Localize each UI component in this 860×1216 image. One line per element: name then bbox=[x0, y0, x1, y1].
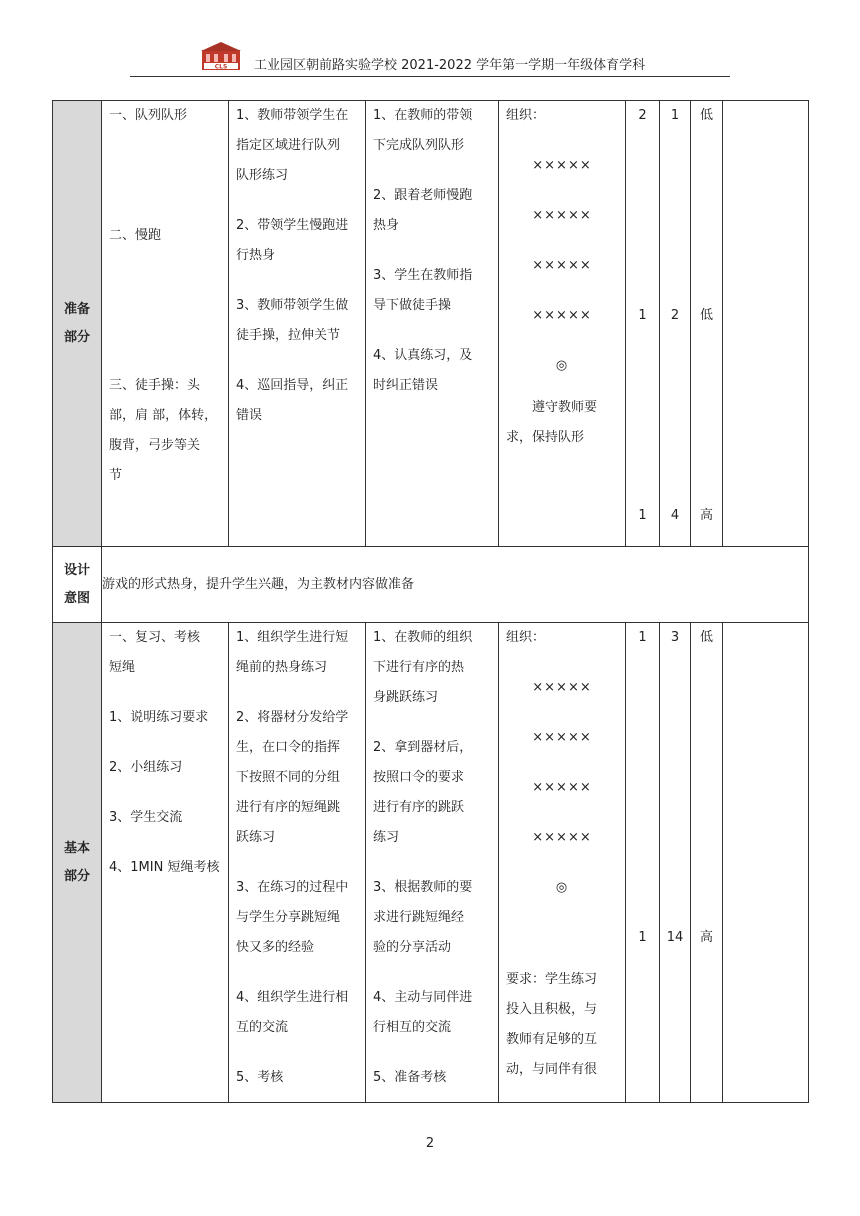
basic-content-cell bbox=[102, 623, 229, 1103]
basic-section-label: 基本 部分 bbox=[53, 623, 102, 1103]
prep-times-value: 2 bbox=[638, 108, 647, 123]
basic-times-value: 1 bbox=[638, 930, 647, 945]
header-title: 工业园区朝前路实验学校 2021-2022 学年第一学期一年级体育学科 bbox=[254, 58, 646, 73]
prep-content-item: 一、队列队形 bbox=[109, 108, 188, 123]
prep-intensity-value: 低 bbox=[699, 108, 713, 123]
svg-text:CLS: CLS bbox=[214, 63, 228, 71]
prep-formation-row: ××××× bbox=[532, 208, 592, 223]
basic-content-item: 3、学生交流 bbox=[109, 810, 183, 825]
page-number: 2 bbox=[425, 1136, 435, 1151]
prep-intensity-value: 高 bbox=[699, 508, 713, 523]
prep-minutes-value: 1 bbox=[670, 108, 680, 123]
design-row bbox=[53, 547, 809, 623]
prep-student-item: 4、认真练习，及 时纠正错误 bbox=[373, 348, 473, 393]
basic-formation-row: ××××× bbox=[532, 730, 592, 745]
basic-row bbox=[53, 623, 809, 1103]
basic-minutes-value: 14 bbox=[666, 930, 684, 945]
basic-teacher-item: 4、组织学生进行相 互的交流 bbox=[236, 990, 349, 1035]
prep-times-value: 1 bbox=[638, 308, 647, 323]
basic-requirement: 要求：学生练习 投入且积极，与 教师有足够的互 动，与同伴有很 bbox=[506, 972, 598, 1077]
lesson-plan-table bbox=[52, 100, 809, 1103]
basic-student-item: 2、拿到器材后， 按照口令的要求 进行有序的跳跃 练习 bbox=[373, 740, 473, 845]
basic-intensity-value: 高 bbox=[699, 930, 713, 945]
prep-teacher-item: 1、教师带领学生在 指定区域进行队列 队形练习 bbox=[236, 108, 349, 183]
basic-teacher-cell bbox=[229, 623, 366, 1103]
design-intent-label: 设计 意图 bbox=[53, 547, 102, 623]
prep-section-label: 准备 部分 bbox=[53, 101, 102, 547]
school-logo bbox=[198, 40, 244, 72]
basic-teacher-item: 1、组织学生进行短 绳前的热身练习 bbox=[236, 630, 349, 675]
prep-minutes-value: 4 bbox=[670, 508, 680, 523]
prep-content-item: 二、慢跑 bbox=[109, 228, 162, 243]
prep-org-label: 组织： bbox=[506, 108, 546, 123]
basic-minutes-cell bbox=[660, 623, 691, 1103]
prep-row bbox=[53, 101, 809, 547]
basic-intensity-value: 低 bbox=[699, 630, 713, 645]
basic-student-item: 3、根据教师的要 求进行跳短绳经 验的分享活动 bbox=[373, 880, 473, 955]
basic-times-cell bbox=[626, 623, 660, 1103]
prep-student-item: 3、学生在教师指 导下做徒手操 bbox=[373, 268, 473, 313]
prep-organization-cell bbox=[499, 101, 626, 547]
prep-formation-row: ××××× bbox=[532, 308, 592, 323]
basic-content-item: 4、1MIN 短绳考核 bbox=[109, 860, 220, 875]
prep-times-value: 1 bbox=[638, 508, 647, 523]
page-header bbox=[130, 40, 730, 77]
prep-times-cell bbox=[626, 101, 660, 547]
prep-teacher-item: 3、教师带领学生做 徒手操，拉伸关节 bbox=[236, 298, 349, 343]
prep-teacher-item: 4、巡回指导，纠正 错误 bbox=[236, 378, 349, 423]
prep-minutes-value: 2 bbox=[670, 308, 680, 323]
prep-content-item: 三、徒手操：头 部，肩 部，体转， 腹背，弓步等关 节 bbox=[109, 378, 218, 483]
prep-teacher-item: 2、带领学生慢跑进 行热身 bbox=[236, 218, 349, 263]
teacher-position-icon: ◎ bbox=[555, 880, 569, 895]
prep-intensity-cell bbox=[691, 101, 723, 547]
basic-content-item: 一、复习、考核 短绳 bbox=[109, 630, 201, 675]
basic-student-cell bbox=[366, 623, 499, 1103]
basic-intensity-cell bbox=[691, 623, 723, 1103]
prep-requirement: 遵守教师要 求，保持队形 bbox=[506, 400, 598, 445]
basic-formation-row: ××××× bbox=[532, 830, 592, 845]
prep-content-cell bbox=[102, 101, 229, 547]
basic-teacher-item: 2、将器材分发给学 生，在口令的指挥 下按照不同的分组 进行有序的短绳跳 跃练习 bbox=[236, 710, 349, 845]
basic-times-value: 1 bbox=[638, 630, 647, 645]
prep-formation-row: ××××× bbox=[532, 158, 592, 173]
prep-minutes-cell bbox=[660, 101, 691, 547]
basic-content-item: 1、说明练习要求 bbox=[109, 710, 209, 725]
basic-student-item: 5、准备考核 bbox=[373, 1070, 447, 1085]
prep-notes-cell bbox=[723, 101, 809, 547]
basic-notes-cell bbox=[723, 623, 809, 1103]
prep-student-item: 2、跟着老师慢跑 热身 bbox=[373, 188, 473, 233]
basic-organization-cell bbox=[499, 623, 626, 1103]
prep-teacher-cell bbox=[229, 101, 366, 547]
prep-formation-row: ××××× bbox=[532, 258, 592, 273]
prep-student-item: 1、在教师的带领 下完成队列队形 bbox=[373, 108, 473, 153]
basic-content-item: 2、小组练习 bbox=[109, 760, 183, 775]
prep-intensity-value: 低 bbox=[699, 308, 713, 323]
basic-formation-row: ××××× bbox=[532, 680, 592, 695]
basic-teacher-item: 3、在练习的过程中 与学生分享跳短绳 快又多的经验 bbox=[236, 880, 349, 955]
basic-teacher-item: 5、考核 bbox=[236, 1070, 284, 1085]
basic-formation-row: ××××× bbox=[532, 780, 592, 795]
basic-student-item: 1、在教师的组织 下进行有序的热 身跳跃练习 bbox=[373, 630, 473, 705]
design-intent-text: 游戏的形式热身，提升学生兴趣，为主教材内容做准备 bbox=[102, 547, 809, 623]
teacher-position-icon: ◎ bbox=[555, 358, 569, 373]
basic-org-label: 组织： bbox=[506, 630, 546, 645]
basic-student-item: 4、主动与同伴进 行相互的交流 bbox=[373, 990, 473, 1035]
basic-minutes-value: 3 bbox=[670, 630, 680, 645]
prep-student-cell bbox=[366, 101, 499, 547]
